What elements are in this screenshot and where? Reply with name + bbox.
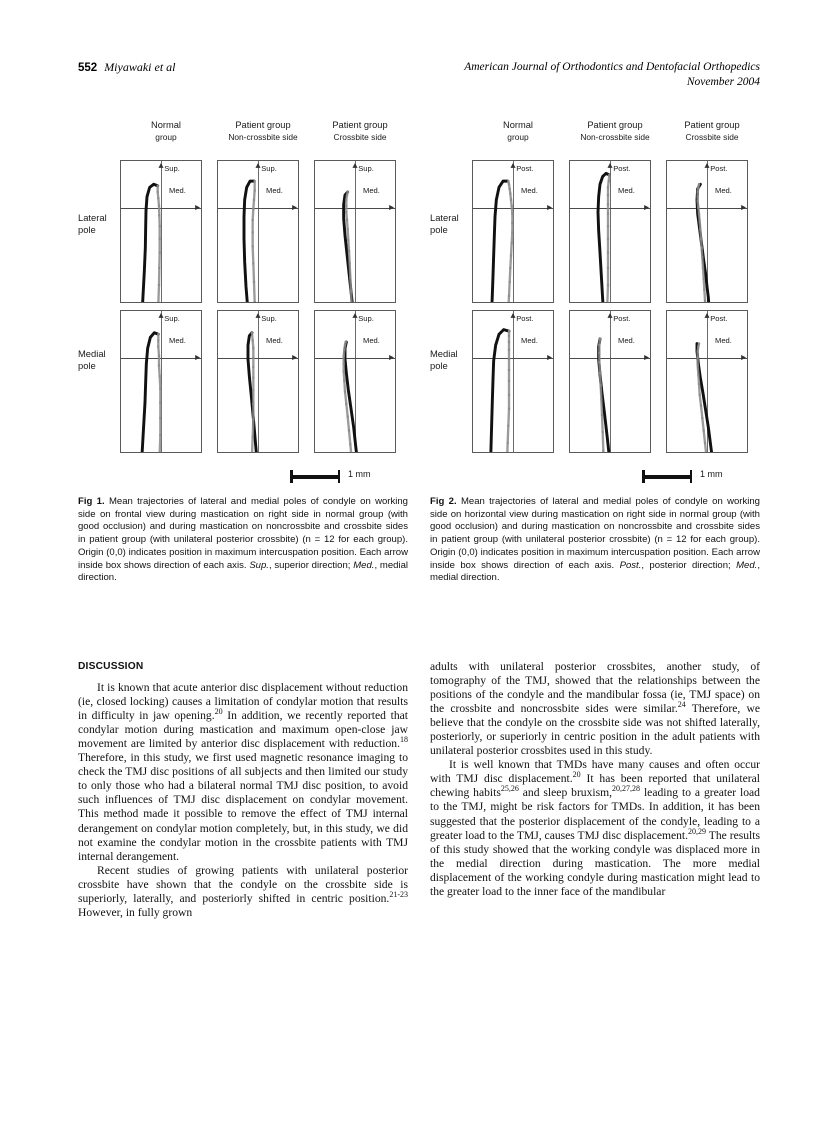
axis-label-vertical: Sup. xyxy=(261,314,277,323)
scale-bar-cap-right xyxy=(338,470,341,483)
figures-area xyxy=(78,120,760,495)
column-header-line1: Patient group xyxy=(235,120,291,130)
axis-label-horizontal: Med. xyxy=(618,336,635,346)
running-head xyxy=(78,60,760,100)
figure-1-column-headers xyxy=(118,120,408,158)
figure-1-legend-2-desc: , medial direction. xyxy=(78,559,409,584)
axis-label-horizontal: Med. xyxy=(266,186,283,196)
column-header-line1: Patient group xyxy=(332,120,388,130)
row-label-medial-pole: Medial pole xyxy=(430,348,458,371)
figure-1-legend-2-term: Med. xyxy=(353,559,375,571)
axis-label-vertical: Post. xyxy=(710,164,728,173)
plot-cell xyxy=(472,160,554,303)
axis-label-vertical: Sup. xyxy=(164,314,180,323)
paragraph: It is well known that TMDs have many causes and often occur with TMJ disc displacement.$^{20}$ It has been reported that unilateral chewing habits$^{25,26}$ and sleep bruxism,$^{20,27,28}$ leading to a greater load to the TMJ, might be risk factors for TMDs. In addition, it has been suggested that the posterior displacement of the condyle, leading to a greater load to the TMJ, causes TMJ disc displacement.$^{20,29}$ The results of this study showed that the working condyle was displaced more in the medial direction during mastication. The more medial displacement of the working condyle during mastication might lead to the greater load to the inner face of the mandibular xyxy=(430,758,760,898)
figure-2-legend-2-desc: , medial direction. xyxy=(430,559,760,584)
figure-1-caption xyxy=(78,496,408,585)
plot-cell xyxy=(314,310,396,453)
column-header-line2: Crossbite side xyxy=(333,131,387,142)
axis-label-vertical: Post. xyxy=(516,164,534,173)
running-head-left xyxy=(78,60,176,75)
column-header-line1: Patient group xyxy=(684,120,740,130)
trajectory-plot xyxy=(473,311,553,452)
axis-label-vertical: Sup. xyxy=(261,164,277,173)
plot-cell xyxy=(666,160,748,303)
trajectory-plot xyxy=(121,311,201,452)
axis-label-vertical: Sup. xyxy=(358,164,374,173)
running-head-right xyxy=(464,60,760,90)
figure-2-plot-grid xyxy=(472,160,760,460)
trajectory-plot xyxy=(315,161,395,302)
trajectory-plot xyxy=(570,311,650,452)
axis-label-horizontal: Med. xyxy=(363,186,380,196)
column-header-line2: group xyxy=(155,131,177,142)
paragraph: It is known that acute anterior disc displacement without reduction (ie, closed locking) causes a limitation of condylar motion that results in difficulty in jaw opening.$^{20}$ In addition, we recently reported that condylar motion during mastication and maximum open-close jaw movement are limited by anterior disc displacement with reduction.$^{18}$ Therefore, in this study, we first used magnetic resonance imaging to check the TMJ disc positions of all subjects and then limited our study to only those who had a bilateral normal TMJ disc position, to avoid such influences of TMJ disc displacement on condylar movement. This method made it possible to remove the effect of TMJ internal derangement on condylar motion completely, but, in this study, we did not examine the condylar motion in the crossbite patients with TMJ internal derangement. xyxy=(78,681,408,863)
body-right-column xyxy=(430,660,760,899)
figure-1-legend-1-term: Sup. xyxy=(249,559,269,571)
figure-2-legend-1-desc: , posterior direction; xyxy=(641,559,731,571)
column-header-crossbite xyxy=(312,120,408,143)
trajectory-plot xyxy=(315,311,395,452)
scale-bar-label: 1 mm xyxy=(700,469,723,479)
figure-2-caption-label: Fig 2. xyxy=(430,496,457,507)
axis-label-horizontal: Med. xyxy=(618,186,635,196)
row-label-lateral-pole: Lateral pole xyxy=(78,212,107,235)
column-header-line2: Non-crossbite side xyxy=(580,131,650,142)
figure-2-legend-1-term: Post. xyxy=(619,559,642,571)
figure-1-scale-bar xyxy=(290,468,408,484)
scale-bar-line xyxy=(290,475,340,479)
figure-2-caption xyxy=(430,496,760,585)
figure-2-scale-bar xyxy=(642,468,760,484)
figure-2-legend-2-term: Med. xyxy=(736,559,758,571)
axis-label-vertical: Sup. xyxy=(164,164,180,173)
trajectory-plot xyxy=(121,161,201,302)
scale-bar-cap-left xyxy=(290,470,293,483)
section-heading-discussion: DISCUSSION xyxy=(78,661,144,672)
column-header-line2: group xyxy=(507,131,529,142)
axis-label-horizontal: Med. xyxy=(715,186,732,196)
trajectory-plot xyxy=(667,161,747,302)
plot-cell xyxy=(217,310,299,453)
figure-1-plot-grid xyxy=(120,160,408,460)
scale-bar-line xyxy=(642,475,692,479)
column-header-noncrossbite xyxy=(215,120,311,143)
trajectory-plot xyxy=(218,311,298,452)
row-label-lateral-pole: Lateral pole xyxy=(430,212,459,235)
trajectory-plot xyxy=(473,161,553,302)
figure-2 xyxy=(430,120,760,495)
axis-label-vertical: Post. xyxy=(710,314,728,323)
figure-2-column-headers xyxy=(470,120,760,158)
running-head-authors: Miyawaki et al xyxy=(104,60,176,74)
axis-label-horizontal: Med. xyxy=(715,336,732,346)
plot-cell xyxy=(569,160,651,303)
column-header-normal-group xyxy=(118,120,214,143)
column-header-line2: Non-crossbite side xyxy=(228,131,298,142)
axis-label-vertical: Sup. xyxy=(358,314,374,323)
axis-label-horizontal: Med. xyxy=(521,336,538,346)
plot-cell xyxy=(120,160,202,303)
axis-label-vertical: Post. xyxy=(516,314,534,323)
axis-label-horizontal: Med. xyxy=(521,186,538,196)
trajectory-plot xyxy=(218,161,298,302)
figure-1 xyxy=(78,120,408,495)
plot-cell xyxy=(120,310,202,453)
scale-bar-label: 1 mm xyxy=(348,469,371,479)
plot-cell xyxy=(472,310,554,453)
scale-bar-cap-left xyxy=(642,470,645,483)
row-label-medial-pole: Medial pole xyxy=(78,348,106,371)
axis-label-vertical: Post. xyxy=(613,314,631,323)
paragraph: adults with unilateral posterior crossbites, another study, of tomography of the TMJ, showed that the relationships between the positions of the condyle and the mandibular fossa (ie, TMJ space) on the crossbite and noncrossbite sides were similar.$^{24}$ Therefore, we believe that the condyle on the crossbite side was not shifted laterally, posteriorly, or superiorly in centric position in the adult patients with unilateral posterior crossbites used in this study. xyxy=(430,660,761,758)
plot-cell xyxy=(666,310,748,453)
trajectory-plot xyxy=(667,311,747,452)
figure-1-caption-text: Mean trajectories of lateral and medial poles of condyle on working side on frontal view during mastication on right side in normal group (with good occlusion) and during mastication on noncrossbite and crossbite sides in patient group (with unilateral posterior crossbite) (n = 12 for each group). Origin (0,0) indicates position in maximum intercuspation position. Each arrow inside box shows direction of each axis. xyxy=(78,496,408,571)
figure-2-caption-text: Mean trajectories of lateral and medial poles of condyle on working side on horizontal view during mastication on right side in normal group (with good occlusion) and during mastication on noncrossbite and crossbite sides in patient group (with unilateral posterior crossbite) (n = 12 for each group). Origin (0,0) indicates position in maximum intercuspation position. Each arrow inside box shows direction of each axis. xyxy=(430,496,760,571)
plot-cell xyxy=(217,160,299,303)
column-header-line1: Normal xyxy=(151,120,181,130)
issue-date: November 2004 xyxy=(686,76,760,88)
page-number: 552 xyxy=(78,62,98,74)
journal-title: American Journal of Orthodontics and Dentofacial Orthopedics xyxy=(464,61,760,73)
figure-1-caption-label: Fig 1. xyxy=(78,496,105,507)
axis-label-horizontal: Med. xyxy=(266,336,283,346)
plot-cell xyxy=(569,310,651,453)
trajectory-plot xyxy=(570,161,650,302)
column-header-line1: Normal xyxy=(503,120,533,130)
column-header-crossbite xyxy=(664,120,760,143)
scale-bar-cap-right xyxy=(690,470,693,483)
column-header-noncrossbite xyxy=(567,120,663,143)
paragraph: Recent studies of growing patients with unilateral posterior crossbite have shown that the condyle on the crossbite side is superiorly, laterally, and posteriorly shifted in centric position.$^{21-23}$ However, in fully grown xyxy=(78,863,408,919)
axis-label-horizontal: Med. xyxy=(169,186,186,196)
plot-cell xyxy=(314,160,396,303)
axis-label-vertical: Post. xyxy=(613,164,631,173)
column-header-line1: Patient group xyxy=(587,120,643,130)
column-header-line2: Crossbite side xyxy=(685,131,739,142)
axis-label-horizontal: Med. xyxy=(363,336,380,346)
axis-label-horizontal: Med. xyxy=(169,336,186,346)
column-header-normal-group xyxy=(470,120,566,143)
figure-1-legend-1-desc: , superior direction; xyxy=(268,559,351,571)
body-left-column xyxy=(78,660,408,920)
